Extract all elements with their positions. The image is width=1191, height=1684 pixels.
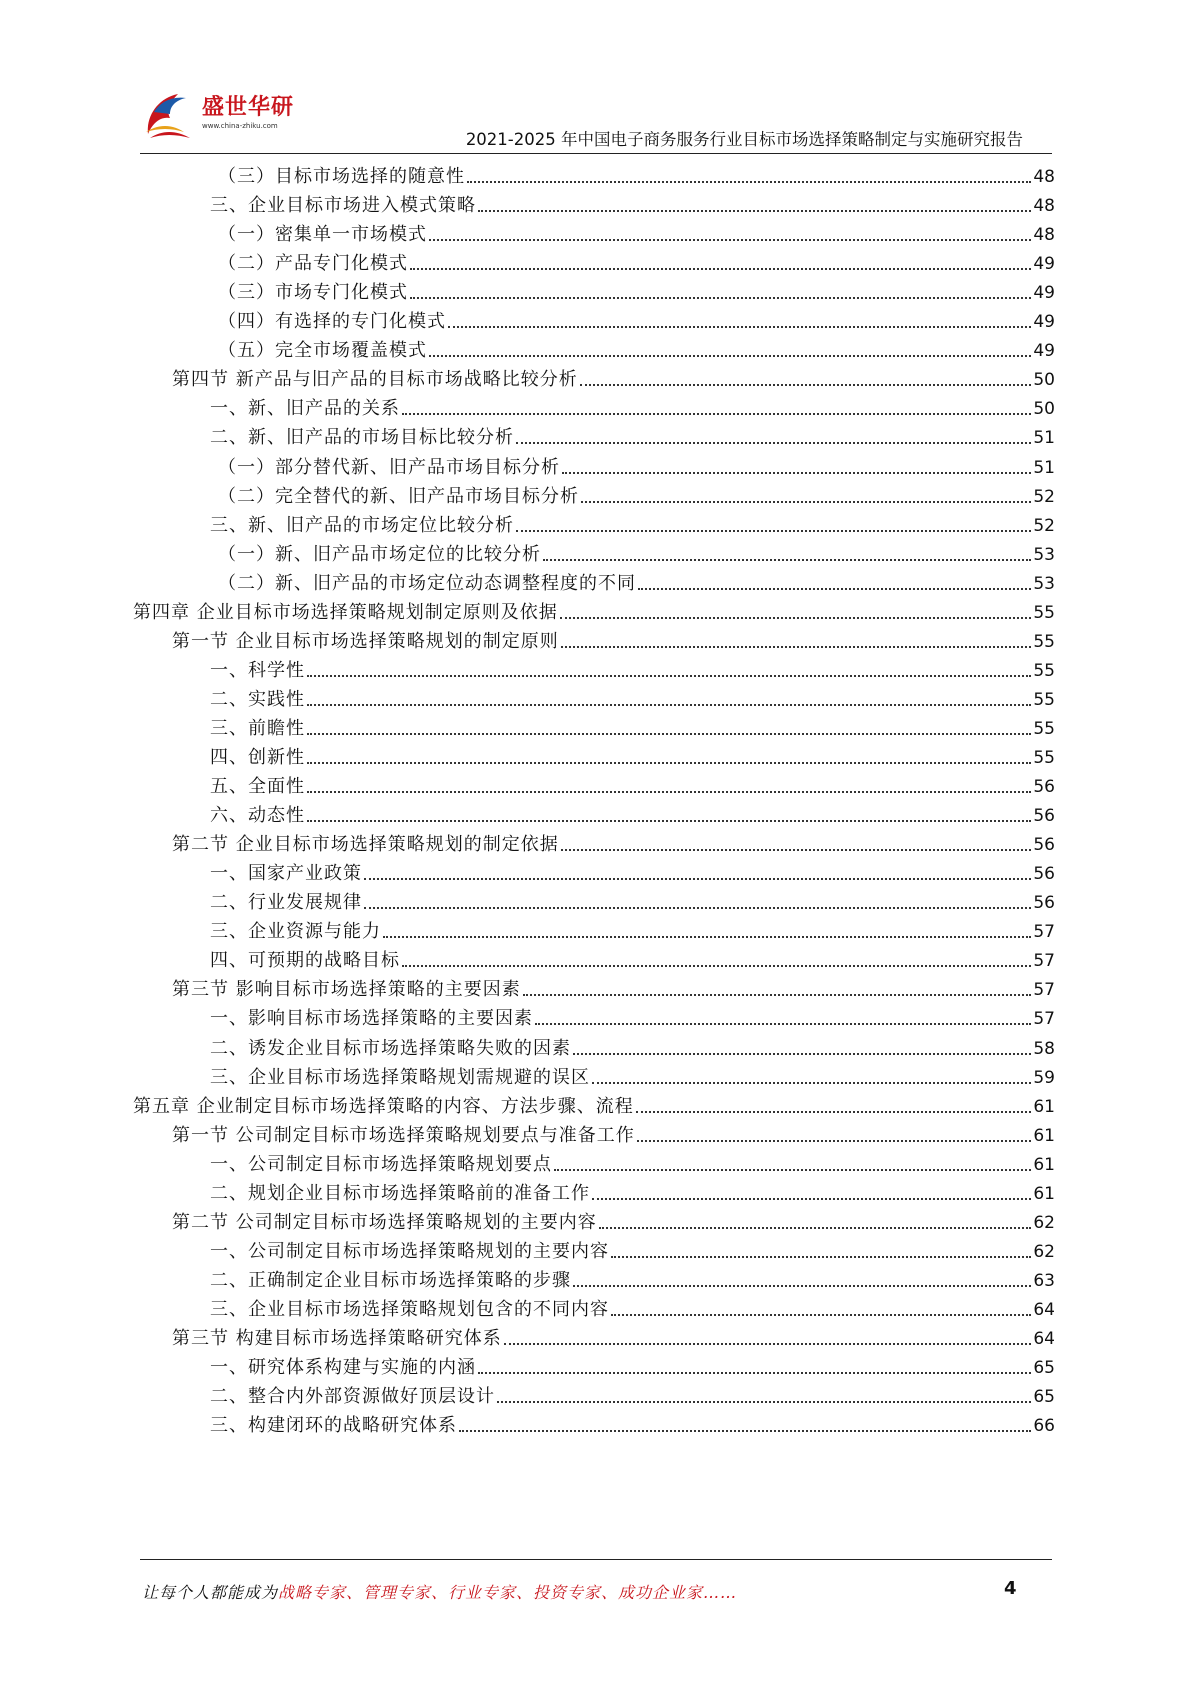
toc-leader-dots [523, 984, 1032, 996]
toc-entry[interactable] [210, 942, 1055, 972]
toc-entry[interactable] [218, 303, 1055, 333]
toc-entry-page: 49 [1033, 283, 1055, 304]
toc-entry[interactable] [210, 1378, 1055, 1408]
toc-entry-page: 55 [1033, 602, 1055, 623]
toc-entry-label: 三、企业目标市场选择策略规划需规避的误区 [210, 1066, 590, 1088]
toc-leader-dots [580, 374, 1032, 386]
toc-leader-dots [592, 1072, 1031, 1084]
toc-entry-page: 56 [1033, 806, 1055, 827]
toc-leader-dots [516, 432, 1031, 444]
toc-entry[interactable] [210, 768, 1055, 798]
toc-entry[interactable] [210, 710, 1055, 740]
toc-leader-dots [410, 287, 1031, 299]
toc-entry-page: 57 [1033, 951, 1055, 972]
toc-entry-label: 三、企业目标市场进入模式策略 [210, 195, 476, 217]
toc-entry-page: 64 [1033, 1299, 1055, 1320]
toc-entry-page: 50 [1033, 399, 1055, 420]
toc-leader-dots [364, 868, 1031, 880]
toc-entry[interactable] [172, 971, 1055, 1001]
toc-entry-page: 49 [1033, 254, 1055, 275]
toc-leader-dots [497, 1391, 1031, 1403]
toc-entry[interactable] [172, 361, 1055, 391]
toc-entry-label: （四）有选择的专门化模式 [218, 311, 446, 333]
toc-entry-label: 第一节 企业目标市场选择策略规划的制定原则 [172, 630, 559, 652]
toc-entry-page: 59 [1033, 1067, 1055, 1088]
toc-entry-page: 56 [1033, 777, 1055, 798]
toc-leader-dots [402, 403, 1031, 415]
toc-entry-label: 二、诱发企业目标市场选择策略失败的因素 [210, 1037, 571, 1059]
toc-entry-label: 三、企业目标市场选择策略规划包含的不同内容 [210, 1298, 609, 1320]
toc-leader-dots [599, 1217, 1032, 1229]
toc-entry-page: 57 [1033, 922, 1055, 943]
toc-entry-label: 四、创新性 [210, 747, 305, 768]
company-logo [140, 82, 320, 146]
toc-leader-dots [543, 549, 1031, 561]
toc-entry-page: 61 [1033, 1183, 1055, 1204]
toc-leader-dots [504, 1333, 1032, 1345]
toc-entry[interactable] [210, 1233, 1055, 1263]
toc-leader-dots [581, 491, 1031, 503]
toc-leader-dots [636, 1101, 1032, 1113]
toc-leader-dots [561, 636, 1032, 648]
toc-entry-page: 53 [1033, 544, 1055, 565]
toc-leader-dots [307, 723, 1031, 735]
toc-entry[interactable] [172, 1204, 1055, 1234]
toc-entry[interactable] [218, 536, 1055, 566]
toc-entry-label: 第四章 企业目标市场选择策略规划制定原则及依据 [133, 601, 558, 623]
toc-entry-label: 二、正确制定企业目标市场选择策略的步骤 [210, 1269, 571, 1291]
toc-entry-page: 58 [1033, 1038, 1055, 1059]
toc-entry[interactable] [210, 913, 1055, 943]
toc-entry[interactable] [133, 594, 1055, 624]
slogan-highlight: 战略专家、管理专家、行业专家、投资专家、成功企业家…… [278, 1583, 738, 1602]
toc-entry-page: 56 [1033, 893, 1055, 914]
toc-entry-page: 48 [1033, 167, 1055, 187]
toc-leader-dots [611, 1304, 1031, 1316]
toc-leader-dots [459, 1420, 1031, 1432]
toc-leader-dots [448, 316, 1031, 328]
toc-entry-label: 第五章 企业制定目标市场选择策略的内容、方法步骤、流程 [133, 1095, 634, 1117]
toc-leader-dots [561, 839, 1032, 851]
toc-leader-dots [637, 1130, 1032, 1142]
toc-leader-dots [467, 171, 1031, 183]
toc-entry[interactable] [210, 1291, 1055, 1321]
toc-entry-page: 55 [1033, 718, 1055, 739]
toc-entry-page: 64 [1033, 1329, 1055, 1349]
toc-entry-page: 49 [1033, 312, 1055, 333]
toc-entry-page: 62 [1033, 1241, 1055, 1262]
logo-name: 盛世华研 [202, 95, 295, 120]
toc-entry-label: （五）完全市场覆盖模式 [218, 340, 427, 362]
toc-entry-page: 63 [1033, 1270, 1055, 1291]
report-title: 2021-2025 年中国电子商务服务行业目标市场选择策略制定与实施研究报告 [465, 130, 1023, 149]
toc-entry-page: 61 [1033, 1125, 1055, 1146]
toc-entry-label: 二、实践性 [210, 688, 305, 710]
toc-leader-dots [410, 258, 1031, 270]
toc-entry-label: （三）市场专门化模式 [218, 282, 408, 304]
toc-entry[interactable] [133, 1088, 1055, 1118]
toc-leader-dots [554, 1159, 1031, 1171]
footer-slogan [142, 1580, 737, 1603]
toc-entry[interactable] [210, 507, 1055, 537]
logo-url: www.china-zhiku.com [202, 122, 278, 130]
toc-leader-dots [611, 1246, 1031, 1258]
footer-divider [140, 1559, 1052, 1560]
toc-entry-page: 65 [1033, 1358, 1055, 1379]
toc-entry[interactable] [218, 332, 1055, 362]
toc-entry[interactable] [210, 739, 1055, 769]
toc-entry-label: 二、新、旧产品的市场目标比较分析 [210, 427, 514, 449]
page-header [0, 0, 1191, 152]
toc-entry-page: 50 [1033, 370, 1055, 391]
toc-entry[interactable] [210, 1349, 1055, 1379]
toc-entry[interactable] [210, 419, 1055, 449]
toc-entry-label: 一、科学性 [210, 659, 305, 681]
toc-entry[interactable] [210, 1146, 1055, 1176]
toc-entry-page: 51 [1033, 457, 1055, 478]
toc-entry[interactable] [210, 1407, 1055, 1437]
toc-entry[interactable] [218, 478, 1055, 508]
toc-entry[interactable] [210, 652, 1055, 682]
toc-entry-label: 二、行业发展规律 [210, 892, 362, 914]
toc-entry-label: （二）产品专门化模式 [218, 253, 408, 275]
toc-entry-page: 57 [1033, 980, 1055, 1001]
toc-leader-dots [402, 955, 1031, 967]
toc-entry[interactable] [210, 681, 1055, 711]
toc-entry-page: 48 [1033, 196, 1055, 217]
toc-entry-label: 第三节 影响目标市场选择策略的主要因素 [172, 979, 521, 1001]
toc-entry-page: 57 [1033, 1009, 1055, 1030]
toc-entry-label: （一）新、旧产品市场定位的比较分析 [218, 543, 541, 565]
toc-entry-label: 一、研究体系构建与实施的内涵 [210, 1357, 476, 1379]
toc-entry-label: （二）新、旧产品的市场定位动态调整程度的不同 [218, 572, 636, 594]
toc-entry[interactable] [218, 216, 1055, 246]
toc-entry-page: 55 [1033, 660, 1055, 681]
toc-entry[interactable] [172, 1320, 1055, 1350]
toc-entry-label: 一、新、旧产品的关系 [210, 398, 400, 420]
toc-entry-page: 55 [1033, 689, 1055, 710]
toc-entry[interactable] [210, 1000, 1055, 1030]
toc-entry[interactable] [210, 1262, 1055, 1292]
toc-entry-label: 三、企业资源与能力 [210, 921, 381, 943]
toc-entry-label: 一、国家产业政策 [210, 863, 362, 885]
toc-entry-page: 48 [1033, 225, 1055, 246]
toc-entry-label: 二、规划企业目标市场选择策略前的准备工作 [210, 1182, 590, 1204]
toc-entry[interactable] [210, 187, 1055, 217]
toc-leader-dots [573, 1043, 1031, 1055]
toc-entry[interactable] [218, 245, 1055, 275]
toc-entry[interactable] [210, 797, 1055, 827]
toc-entry[interactable] [172, 623, 1055, 653]
toc-entry[interactable] [218, 274, 1055, 304]
toc-entry-label: 第一节 公司制定目标市场选择策略规划要点与准备工作 [172, 1124, 635, 1146]
toc-leader-dots [429, 345, 1031, 357]
toc-leader-dots [307, 665, 1031, 677]
toc-entry[interactable] [210, 855, 1055, 885]
toc-leader-dots [560, 607, 1032, 619]
toc-entry[interactable] [210, 1175, 1055, 1205]
toc-entry-page: 56 [1033, 864, 1055, 885]
toc-leader-dots [638, 578, 1031, 590]
header-divider [140, 153, 1052, 154]
toc-entry[interactable] [210, 1030, 1055, 1060]
toc-leader-dots [307, 694, 1031, 706]
toc-entry-page: 55 [1033, 631, 1055, 652]
toc-leader-dots [516, 520, 1031, 532]
toc-entry-label: 第四节 新产品与旧产品的目标市场战略比较分析 [172, 369, 578, 391]
toc-entry-label: 三、构建闭环的战略研究体系 [210, 1415, 457, 1437]
toc-entry-label: 一、公司制定目标市场选择策略规划要点 [210, 1153, 552, 1175]
toc-entry-page: 61 [1033, 1154, 1055, 1175]
toc-entry-label: 四、可预期的战略目标 [210, 950, 400, 972]
toc-leader-dots [383, 926, 1031, 938]
toc-leader-dots [478, 1362, 1031, 1374]
toc-entry-page: 56 [1033, 835, 1055, 856]
toc-leader-dots [307, 752, 1031, 764]
toc-leader-dots [478, 200, 1031, 212]
toc-entry-label: （二）完全替代的新、旧产品市场目标分析 [218, 485, 579, 507]
toc-entry-label: （一）部分替代新、旧产品市场目标分析 [218, 456, 560, 478]
toc-leader-dots [307, 781, 1031, 793]
toc-entry-label: 一、影响目标市场选择策略的主要因素 [210, 1008, 533, 1030]
toc-entry[interactable] [218, 565, 1055, 595]
toc-leader-dots [573, 1275, 1031, 1287]
toc-entry-label: （三）目标市场选择的随意性 [218, 166, 465, 187]
toc-entry-label: 五、全面性 [210, 776, 305, 798]
toc-entry[interactable] [172, 1117, 1055, 1147]
toc-entry[interactable] [172, 826, 1055, 856]
toc-entry-label: 第二节 公司制定目标市场选择策略规划的主要内容 [172, 1211, 597, 1233]
toc-leader-dots [364, 897, 1031, 909]
toc-entry-page: 55 [1033, 748, 1055, 768]
toc-entry-page: 62 [1033, 1212, 1055, 1233]
toc-leader-dots [535, 1013, 1031, 1025]
toc-leader-dots [429, 229, 1031, 241]
toc-entry-label: 六、动态性 [210, 805, 305, 827]
toc-entry-page: 52 [1033, 486, 1055, 507]
slogan-prefix: 让每个人都能成为 [142, 1583, 279, 1602]
toc-entry-page: 61 [1033, 1096, 1055, 1117]
toc-entry-label: 三、前瞻性 [210, 717, 305, 739]
toc-entry[interactable] [210, 390, 1055, 420]
toc-entry-label: 第二节 企业目标市场选择策略规划的制定依据 [172, 834, 559, 856]
toc-entry-page: 52 [1033, 515, 1055, 536]
toc-entry-page: 49 [1033, 341, 1055, 362]
toc-entry-label: （一）密集单一市场模式 [218, 224, 427, 246]
toc-entry[interactable] [210, 884, 1055, 914]
toc-entry[interactable] [218, 449, 1055, 479]
toc-entry-page: 53 [1033, 573, 1055, 594]
toc-entry-label: 三、新、旧产品的市场定位比较分析 [210, 514, 514, 536]
toc-entry-label: 第三节 构建目标市场选择策略研究体系 [172, 1328, 502, 1349]
toc-entry[interactable] [218, 158, 1055, 188]
toc-entry-page: 66 [1033, 1416, 1055, 1437]
logo-emblem-icon [140, 82, 200, 146]
toc-entry-label: 二、整合内外部资源做好顶层设计 [210, 1386, 495, 1408]
toc-entry-page: 65 [1033, 1387, 1055, 1408]
toc-entry-page: 51 [1033, 428, 1055, 449]
toc-leader-dots [562, 462, 1031, 474]
toc-entry[interactable] [210, 1059, 1055, 1089]
page-number: 4 [1004, 1578, 1017, 1599]
toc-entry-label: 一、公司制定目标市场选择策略规划的主要内容 [210, 1240, 609, 1262]
toc-leader-dots [307, 810, 1031, 822]
toc-leader-dots [592, 1188, 1031, 1200]
